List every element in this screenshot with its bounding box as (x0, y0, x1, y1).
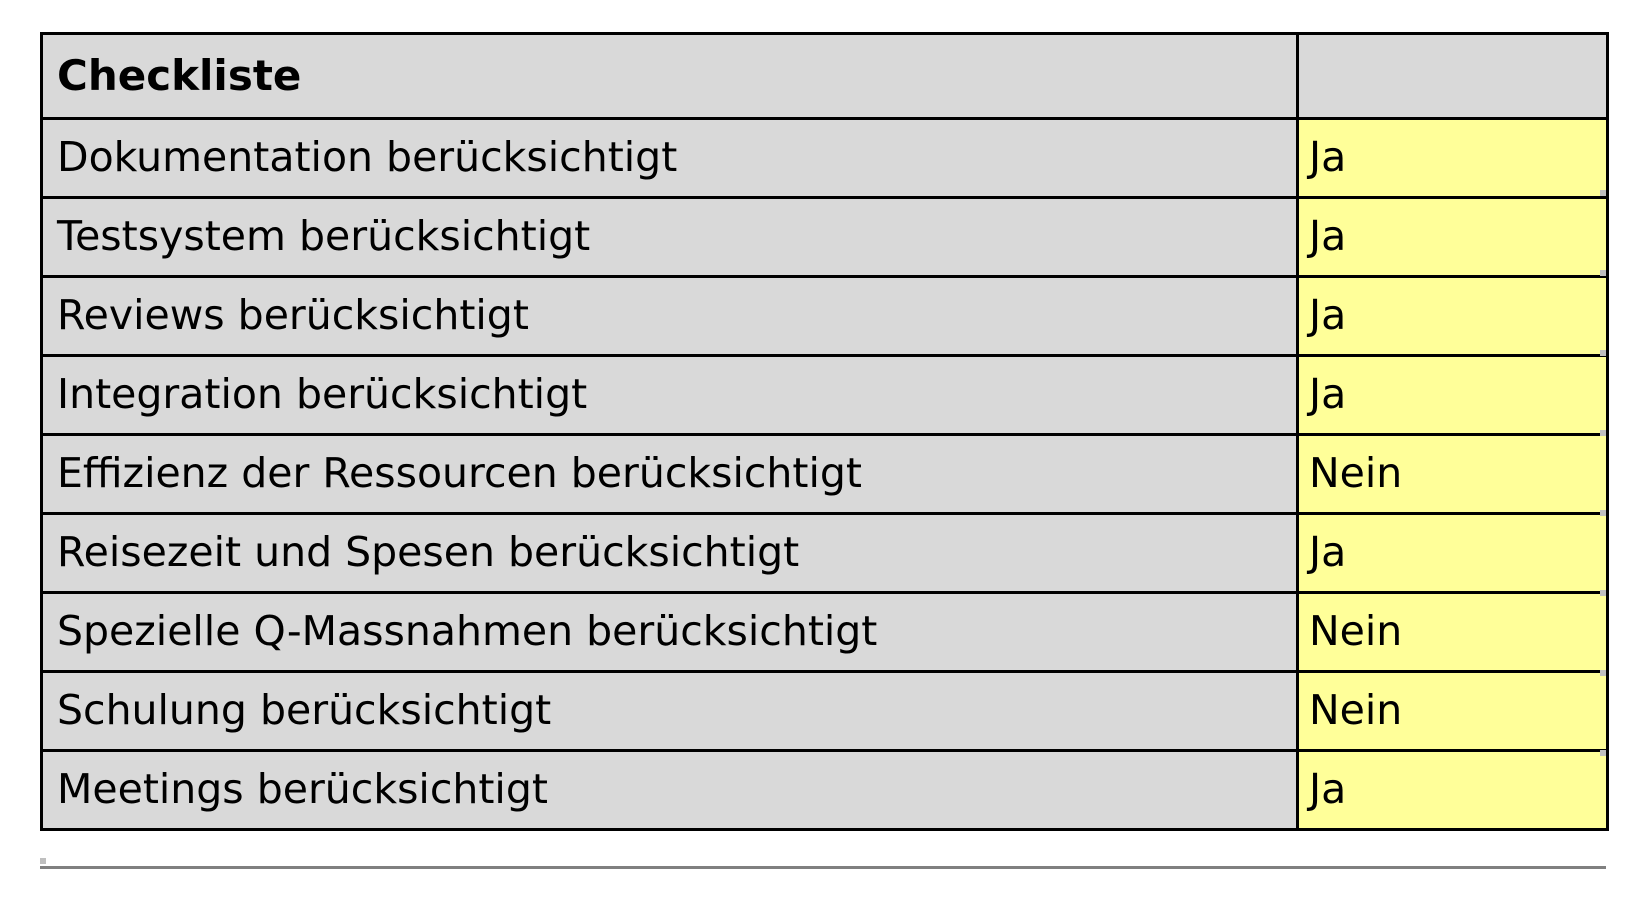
row-label: Integration berücksichtigt (42, 356, 1298, 435)
sheet-edge-mark (1600, 190, 1606, 196)
row-label: Testsystem berücksichtigt (42, 198, 1298, 277)
row-label: Schulung berücksichtigt (42, 672, 1298, 751)
header-cell-value (1298, 34, 1608, 119)
sheet-edge-mark (1600, 590, 1606, 596)
sheet-bottom-divider (40, 866, 1606, 869)
sheet-edge-mark (1600, 750, 1606, 756)
table-row (42, 277, 1608, 356)
row-value: Nein (1298, 435, 1608, 514)
row-label: Reviews berücksichtigt (42, 277, 1298, 356)
checklist-table-container (40, 32, 1606, 831)
row-value: Nein (1298, 593, 1608, 672)
table-row (42, 198, 1608, 277)
row-label: Meetings berücksichtigt (42, 751, 1298, 830)
header-cell-checkliste: Checkliste (42, 34, 1298, 119)
sheet-edge-mark (1600, 430, 1606, 436)
checklist-table-body (42, 34, 1608, 830)
sheet-edge-mark (1600, 270, 1606, 276)
row-label: Effizienz der Ressourcen berücksichtigt (42, 435, 1298, 514)
table-row (42, 356, 1608, 435)
sheet-edge-mark (1600, 510, 1606, 516)
row-value: Ja (1298, 277, 1608, 356)
table-row (42, 119, 1608, 198)
table-row (42, 751, 1608, 830)
table-row (42, 672, 1608, 751)
table-row (42, 435, 1608, 514)
row-label: Reisezeit und Spesen berücksichtigt (42, 514, 1298, 593)
sheet-corner-mark (40, 858, 46, 864)
row-label: Spezielle Q-Massnahmen berücksichtigt (42, 593, 1298, 672)
row-value: Nein (1298, 672, 1608, 751)
row-value: Ja (1298, 751, 1608, 830)
table-header-row (42, 34, 1608, 119)
sheet-edge-mark (1600, 350, 1606, 356)
row-value: Ja (1298, 119, 1608, 198)
row-label: Dokumentation berücksichtigt (42, 119, 1298, 198)
row-value: Ja (1298, 356, 1608, 435)
table-row (42, 514, 1608, 593)
row-value: Ja (1298, 514, 1608, 593)
table-row (42, 593, 1608, 672)
sheet-edge-mark (1600, 670, 1606, 676)
row-value: Ja (1298, 198, 1608, 277)
checklist-table (40, 32, 1609, 831)
